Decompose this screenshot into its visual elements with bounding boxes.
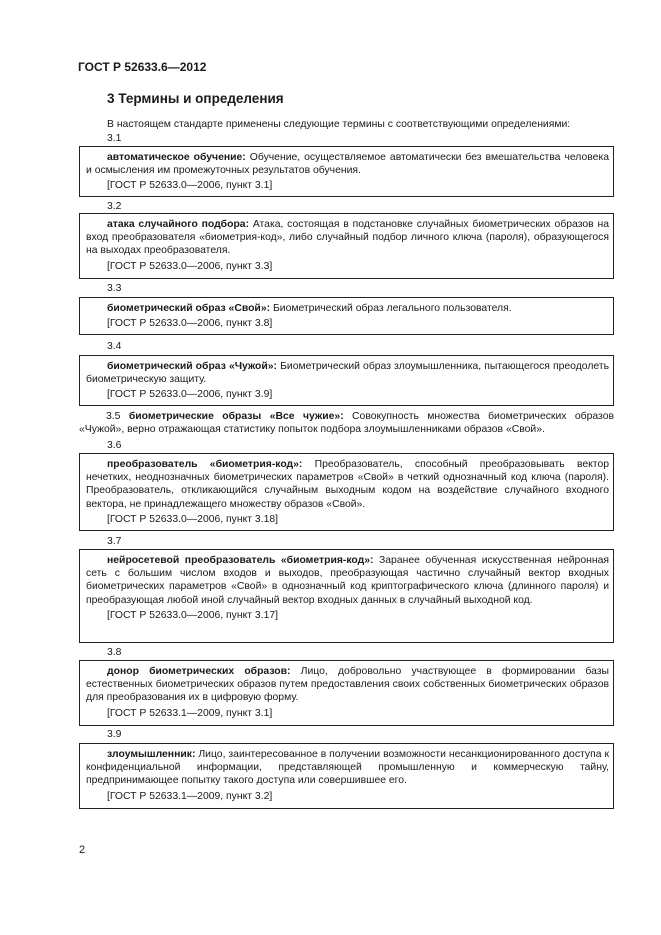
term-definition — [86, 360, 609, 386]
term-box — [79, 146, 614, 197]
term-reference: [ГОСТ Р 52633.1—2009, пункт 3.1] — [107, 707, 273, 719]
definition-text: Лицо, заинтересованное в получении возможности несанкционированного доступа к конфиденциальной информации, представляющей промышленную и коммерческую тайну, предпринимающее попытку такого доступа или совершившее его. — [86, 749, 609, 787]
definition-text: Биометрический образ злоумышленника, пытающегося преодолеть биометрическую защиту. — [86, 361, 609, 386]
term-reference: [ГОСТ Р 52633.1—2009, пункт 3.2] — [107, 790, 273, 802]
definition-text: Лицо, добровольно участвующее в формировании базы естественных биометрических образов путем предоставления своих собственных биометрических образов для преобразования их в цифровую форму. — [86, 666, 609, 704]
term-number: 3.8 — [107, 647, 122, 658]
term-reference: [ГОСТ Р 52633.0—2006, пункт 3.8] — [107, 318, 273, 330]
term-name: атака случайного подбора: — [107, 219, 250, 230]
term-definition — [86, 665, 609, 705]
term-number: 3.1 — [107, 133, 122, 144]
definition-text: Обучение, осуществляемое автоматически без вмешательства человека и осмысления им промежуточных результатов обучения. — [86, 152, 609, 177]
term-name: биометрический образ «Чужой»: — [107, 361, 278, 372]
term-box — [79, 549, 614, 643]
term-name: нейросетевой преобразователь «биометрия-код»: — [107, 555, 374, 566]
term-name: донор биометрических образов: — [107, 666, 291, 677]
term-box — [79, 297, 614, 335]
term-definition — [86, 302, 609, 315]
definition-text: Совокупность множества биометрических образов «Чужой», верно отражающая статистику попыток подбора злоумышленниками образов «Свой». — [79, 411, 614, 436]
term-number: 3.3 — [107, 283, 122, 294]
term-definition — [86, 151, 609, 177]
term-name: автоматическое обучение: — [107, 152, 246, 163]
term-definition — [86, 748, 609, 788]
page-number: 2 — [79, 844, 86, 856]
section-intro: В настоящем стандарте применены следующие термины с соответствующими определениями: — [107, 119, 571, 130]
definition-text: Заранее обученная искусственная нейронная сеть с большим числом входов и выходов, преобразующая частично случайный вектор входных биометрических параметров «Свой» в однозначный код криптографического ключа (длинного пароля) и преобразующая любой иной случайный вектор входных данных в случайный выходной код. — [86, 555, 609, 606]
term-definition — [86, 218, 609, 258]
term-number: 3.2 — [107, 201, 122, 212]
term-box — [79, 453, 614, 531]
term-definition — [86, 458, 609, 511]
term-number: 3.6 — [107, 440, 122, 451]
term-reference: [ГОСТ Р 52633.0—2006, пункт 3.18] — [107, 513, 279, 525]
term-reference: [ГОСТ Р 52633.0—2006, пункт 3.17] — [107, 609, 279, 621]
term-name: биометрический образ «Свой»: — [107, 303, 271, 314]
term-name: преобразователь «биометрия-код»: — [107, 459, 303, 470]
term-number: 3.5 — [106, 411, 121, 422]
term-name: злоумышленник: — [107, 749, 196, 760]
definition-text: Атака, состоящая в подстановке случайных биометрических образов на вход преобразователя «биометрия-код», либо случайный подбор личного ключа (пароля), образующегося на выходах преобразователя. — [86, 219, 609, 257]
section-title: 3 Термины и определения — [107, 91, 284, 106]
term-number: 3.4 — [107, 341, 122, 352]
term-reference: [ГОСТ Р 52633.0—2006, пункт 3.3] — [107, 260, 273, 272]
definition-text: Преобразователь, способный преобразовывать вектор нечетких, неоднозначных биометрических параметров «Свой» в четкий однозначный код ключа (пароля). Преобразователь, откликающийся случайным выходным кодом на воздействие случайного входного вектора, не принадлежащего множеству образов «Свой». — [86, 459, 609, 510]
term-reference: [ГОСТ Р 52633.0—2006, пункт 3.9] — [107, 389, 273, 401]
term-definition — [86, 554, 609, 607]
term-name: биометрические образы «Все чужие»: — [128, 411, 344, 422]
document-code: ГОСТ Р 52633.6—2012 — [78, 60, 207, 74]
term-number: 3.7 — [107, 536, 122, 547]
definition-text: Биометрический образ легального пользователя. — [270, 303, 512, 314]
term-number: 3.9 — [107, 729, 122, 740]
term-box — [79, 660, 614, 726]
term-reference: [ГОСТ Р 52633.0—2006, пункт 3.1] — [107, 180, 273, 192]
term-box — [79, 213, 614, 279]
term-box — [79, 355, 614, 406]
term-box — [79, 743, 614, 809]
term-paragraph — [79, 410, 614, 436]
